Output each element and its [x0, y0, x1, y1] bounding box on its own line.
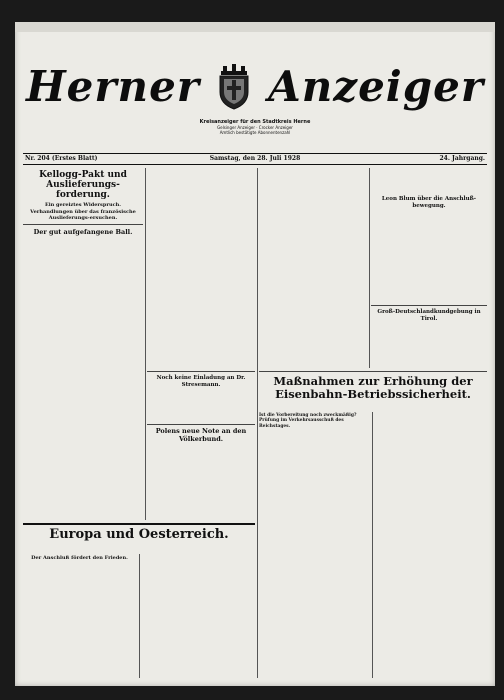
- divider: [23, 224, 143, 225]
- newspaper-title: [15, 62, 495, 111]
- massnahmen-subhead: Ist die Vorbereitung noch zweckmäßig? Prüfung im Verkehrsausschuß des Reichstages.: [259, 413, 357, 429]
- kellogg-subhead-2: Verhandlungen über das französische Auslieferungs-ersuchen.: [30, 209, 136, 221]
- massnahmen-article: [259, 368, 487, 678]
- article-columns: [23, 168, 487, 678]
- polens-headline: Polens neue Note an den Völkerbund.: [155, 427, 247, 444]
- europa-headline: Europa und Oesterreich.: [49, 526, 229, 542]
- masthead-subtitle: [155, 120, 355, 135]
- column-rule: [139, 554, 140, 678]
- tirol-headline: Groß-Deutschlandkundgebung in Tirol.: [377, 308, 481, 322]
- dateline: [23, 153, 487, 165]
- leon-blum-headline: Leon Blum über die Anschluß-bewegung.: [381, 196, 477, 209]
- title-left-word: Herner: [26, 62, 200, 111]
- subtitle-line-2: Gelsinger Anzeiger · Crocker Anzeiger: [217, 125, 293, 130]
- issue-date: Samstag, den 28. Juli 1928: [209, 155, 301, 162]
- subtitle-line-3: Amtlich bestätigte Abonnentenzahl: [219, 130, 291, 135]
- page-fold: [15, 22, 495, 32]
- europa-article: [23, 520, 255, 678]
- city-crest-icon: [215, 64, 253, 110]
- newspaper-page: [15, 22, 495, 686]
- massnahmen-headline: Maßnahmen zur Erhöhung der Eisenbahn-Betriebssicherheit.: [273, 373, 473, 401]
- masthead: [15, 34, 495, 150]
- divider: [259, 371, 487, 372]
- einladung-headline: Noch keine Einladung an Dr. Stresemann.: [156, 374, 246, 388]
- divider: [147, 371, 255, 372]
- column-rule: [257, 168, 258, 678]
- kellogg-subhead: Ein gereiztes Widerspruch.: [44, 202, 122, 208]
- divider: [371, 305, 487, 306]
- divider: [23, 523, 255, 525]
- divider: [147, 424, 255, 425]
- title-right-word: Anzeiger: [268, 62, 484, 111]
- issue-number: Nr. 204 (Erstes Blatt): [25, 155, 98, 162]
- volume-number: 24. Jahrgang.: [439, 155, 485, 162]
- kellogg-headline: Kellogg-Pakt und Auslieferungs-forderung.: [39, 170, 127, 200]
- ball-headline: Der gut aufgefangene Ball.: [33, 227, 133, 236]
- subtitle-main: Kreisanzeiger für den Stadtkreis Herne: [199, 119, 311, 125]
- europa-subhead: Der Anschluß fördert den Frieden.: [31, 555, 128, 561]
- column-rule: [372, 412, 373, 678]
